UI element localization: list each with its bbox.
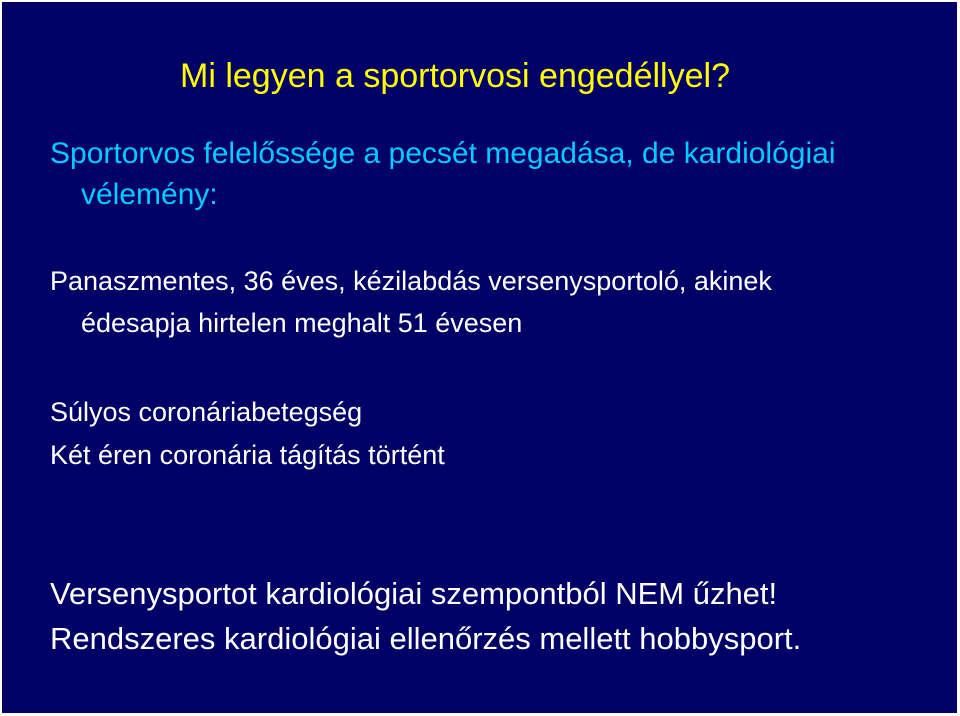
case-line-1: Panaszmentes, 36 éves, kézilabdás versenysportoló, akinek <box>50 266 772 296</box>
intro-line-1: Sportorvos felelőssége a pecsét megadása, de kardiológiai <box>50 137 836 170</box>
slide-title: Mi legyen a sportorvosi engedéllyel? <box>180 57 730 95</box>
conclusion-line-1: Versenysportot kardiológiai szempontból NEM űzhet! <box>50 576 778 611</box>
finding-line-2: Két éren coronária tágítás történt <box>50 440 445 470</box>
case-line-2: édesapja hirtelen meghalt 51 évesen <box>81 308 523 338</box>
intro-line-2: vélemény: <box>81 178 218 211</box>
conclusion-line-2: Rendszeres kardiológiai ellenőrzés mellett hobbysport. <box>50 621 802 656</box>
slide <box>2 2 957 713</box>
finding-line-1: Súlyos coronáriabetegség <box>50 397 363 427</box>
